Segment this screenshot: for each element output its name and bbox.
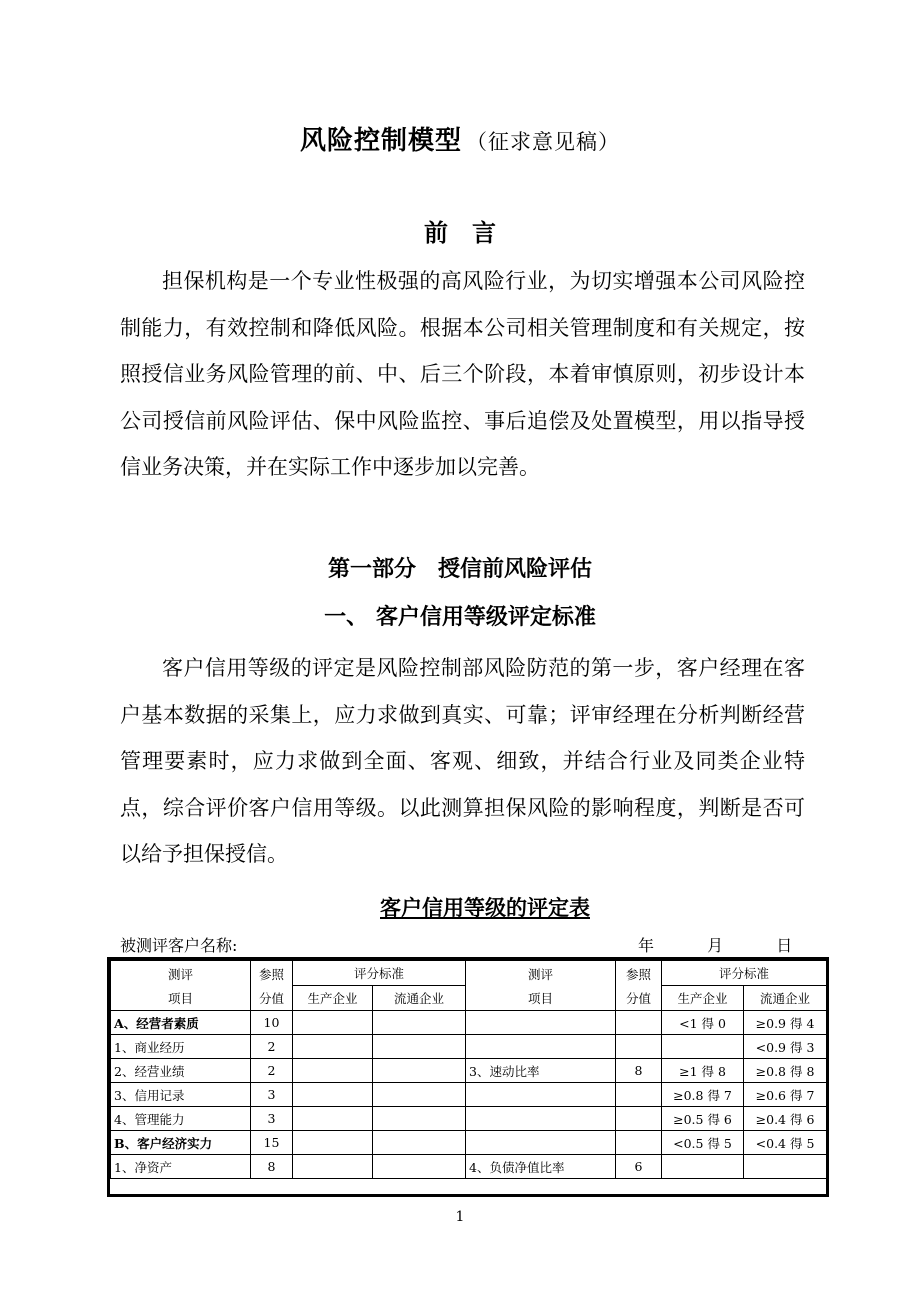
- table-row: [111, 1131, 827, 1155]
- cell-circulation: [373, 1131, 466, 1155]
- cell-score: 8: [251, 1155, 293, 1179]
- cell-circulation-2: ≥0.6 得 7: [744, 1083, 827, 1107]
- header-item-2: [466, 961, 616, 1011]
- cell-circulation: [373, 1107, 466, 1131]
- cell-production: [293, 1035, 373, 1059]
- table-header-row: [111, 961, 827, 986]
- cell-circulation-2: ≥0.9 得 4: [744, 1011, 827, 1035]
- header-score-top: 参照: [258, 966, 284, 982]
- cell-item: 1、净资产: [111, 1155, 251, 1179]
- cell-item-2: 3、速动比率: [466, 1059, 616, 1083]
- table-row: [111, 1107, 827, 1131]
- header-score: [251, 961, 293, 1011]
- cell-score: 2: [251, 1059, 293, 1083]
- date-year: 年: [638, 936, 655, 955]
- cell-item-2: [466, 1107, 616, 1131]
- cell-item-2: [466, 1131, 616, 1155]
- cell-circulation-2: ≥0.8 得 8: [744, 1059, 827, 1083]
- header-circulation-2: 流通企业: [744, 986, 827, 1011]
- cell-item: B、客户经济实力: [111, 1131, 251, 1155]
- table-row: [111, 1035, 827, 1059]
- cell-score-2: [616, 1083, 662, 1107]
- cell-score-2: [616, 1011, 662, 1035]
- cell-item-2: [466, 1011, 616, 1035]
- rating-table-frame: [107, 957, 829, 1197]
- cell-score-2: [616, 1035, 662, 1059]
- cell-item-2: [466, 1083, 616, 1107]
- section-heading: 一、 客户信用等级评定标准: [324, 605, 596, 630]
- cell-item-2: [466, 1035, 616, 1059]
- cell-circulation: [373, 1035, 466, 1059]
- cell-circulation: [373, 1059, 466, 1083]
- preface-heading: 前 言: [424, 219, 496, 247]
- header-score-bottom: 分值: [258, 990, 284, 1006]
- cell-circulation: [373, 1011, 466, 1035]
- cell-score-2: [616, 1107, 662, 1131]
- header-production-2: 生产企业: [662, 986, 744, 1011]
- part-heading: 第一部分 授信前风险评估: [327, 557, 592, 582]
- header-production: 生产企业: [293, 986, 373, 1011]
- header-item-top: 测评: [167, 966, 193, 982]
- table-title: 客户信用等级的评定表: [380, 896, 590, 920]
- date-fields: [638, 933, 792, 956]
- cell-circulation-2: <0.4 得 5: [744, 1131, 827, 1155]
- cell-production: [293, 1107, 373, 1131]
- cell-circulation-2: [744, 1155, 827, 1179]
- section-paragraph: 客户信用等级的评定是风险控制部风险防范的第一步，客户经理在客户基本数据的采集上，应力求做到真实、可靠；评审经理在分析判断经营管理要素时，应力求做到全面、客观、细致，并结合行业及同类企业特点，综合评价客户信用等级。以此测算担保风险的影响程度，判断是否可以给予担保授信。: [120, 656, 805, 866]
- cell-item: A、经营者素质: [111, 1011, 251, 1035]
- cell-circulation: [373, 1155, 466, 1179]
- header-item-bottom-2: 项目: [528, 990, 554, 1006]
- cell-production: [293, 1131, 373, 1155]
- cell-score: 3: [251, 1107, 293, 1131]
- cell-score: 3: [251, 1083, 293, 1107]
- cell-score: 2: [251, 1035, 293, 1059]
- cell-production: [293, 1011, 373, 1035]
- header-circulation: 流通企业: [373, 986, 466, 1011]
- cell-item: 2、经营业绩: [111, 1059, 251, 1083]
- cell-production-2: ≥1 得 8: [662, 1059, 744, 1083]
- page-number: 1: [455, 1209, 465, 1225]
- cell-score: 15: [251, 1131, 293, 1155]
- cell-production-2: [662, 1155, 744, 1179]
- client-name-line: [120, 933, 800, 956]
- header-score-top-2: 参照: [626, 966, 652, 982]
- cell-score-2: [616, 1131, 662, 1155]
- cell-production-2: [662, 1035, 744, 1059]
- header-standard: 评分标准: [293, 961, 466, 986]
- cell-production-2: <0.5 得 5: [662, 1131, 744, 1155]
- header-score-bottom-2: 分值: [626, 990, 652, 1006]
- cell-item: 1、商业经历: [111, 1035, 251, 1059]
- table-row: [111, 1059, 827, 1083]
- document-title: [0, 120, 920, 157]
- table-row: [111, 1011, 827, 1035]
- title-sub: （征求意见稿）: [466, 130, 620, 154]
- cell-item-2: 4、负债净值比率: [466, 1155, 616, 1179]
- date-month: 月: [707, 936, 724, 955]
- cell-item: 4、管理能力: [111, 1107, 251, 1131]
- cell-circulation-2: ≥0.4 得 6: [744, 1107, 827, 1131]
- cell-production: [293, 1083, 373, 1107]
- cell-score-2: 6: [616, 1155, 662, 1179]
- header-item-top-2: 测评: [528, 966, 554, 982]
- cell-production-2: ≥0.5 得 6: [662, 1107, 744, 1131]
- header-item: [111, 961, 251, 1011]
- header-standard-2: 评分标准: [662, 961, 827, 986]
- cell-production-2: ≥0.8 得 7: [662, 1083, 744, 1107]
- cell-circulation: [373, 1083, 466, 1107]
- header-item-bottom: 项目: [167, 990, 193, 1006]
- rating-table: [110, 960, 827, 1179]
- title-main: 风险控制模型: [299, 126, 462, 156]
- cell-production-2: <1 得 0: [662, 1011, 744, 1035]
- header-score-2: [616, 961, 662, 1011]
- table-row: [111, 1083, 827, 1107]
- cell-score-2: 8: [616, 1059, 662, 1083]
- cell-score: 10: [251, 1011, 293, 1035]
- client-name-label: 被测评客户名称:: [120, 936, 238, 955]
- table-row: [111, 1155, 827, 1179]
- cell-circulation-2: <0.9 得 3: [744, 1035, 827, 1059]
- cell-production: [293, 1155, 373, 1179]
- date-day: 日: [776, 936, 793, 955]
- preface-paragraph: 担保机构是一个专业性极强的高风险行业，为切实增强本公司风险控制能力，有效控制和降低风险。根据本公司相关管理制度和有关规定，按照授信业务风险管理的前、中、后三个阶段，本着审慎原则，初步设计本公司授信前风险评估、保中风险监控、事后追偿及处置模型，用以指导授信业务决策，并在实际工作中逐步加以完善。: [120, 269, 805, 479]
- cell-item: 3、信用记录: [111, 1083, 251, 1107]
- cell-production: [293, 1059, 373, 1083]
